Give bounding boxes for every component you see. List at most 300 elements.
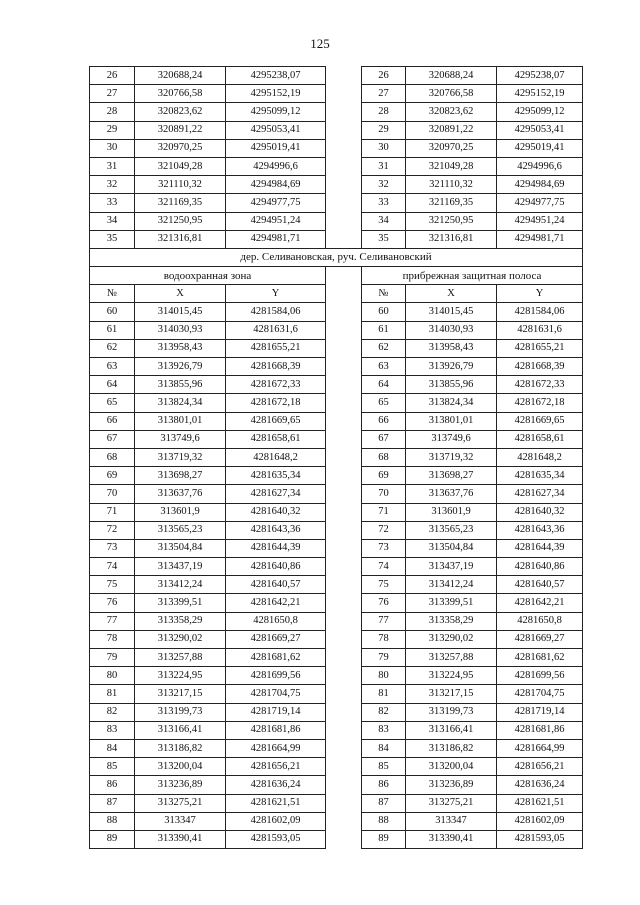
right-coord-y: 4281664,99 xyxy=(497,739,583,757)
column-header-row xyxy=(90,285,583,303)
left-point-number: 60 xyxy=(90,303,135,321)
left-point-number: 32 xyxy=(90,176,135,194)
section-title-row xyxy=(90,248,583,266)
left-coord-x: 313437,19 xyxy=(135,558,226,576)
table-row xyxy=(90,703,583,721)
left-point-number: 73 xyxy=(90,539,135,557)
left-coord-y: 4281642,21 xyxy=(226,594,326,612)
table-row xyxy=(90,303,583,321)
left-point-number: 63 xyxy=(90,358,135,376)
column-gap xyxy=(326,176,362,194)
right-point-number: 31 xyxy=(362,157,406,175)
table-row xyxy=(90,521,583,539)
right-coord-x: 313926,79 xyxy=(406,358,497,376)
column-gap xyxy=(326,794,362,812)
right-point-number: 67 xyxy=(362,430,406,448)
right-point-number: 61 xyxy=(362,321,406,339)
right-coord-y: 4281648,2 xyxy=(497,448,583,466)
column-gap xyxy=(326,739,362,757)
left-coord-x: 313698,27 xyxy=(135,467,226,485)
column-gap xyxy=(326,121,362,139)
right-coord-x: 313749,6 xyxy=(406,430,497,448)
table-row xyxy=(90,339,583,357)
table-row xyxy=(90,412,583,430)
right-coord-x: 313637,76 xyxy=(406,485,497,503)
right-coord-x: 313358,29 xyxy=(406,612,497,630)
column-gap xyxy=(326,448,362,466)
column-gap xyxy=(326,212,362,230)
column-gap xyxy=(326,558,362,576)
left-coord-y: 4281640,86 xyxy=(226,558,326,576)
left-point-number: 66 xyxy=(90,412,135,430)
right-coord-y: 4281668,39 xyxy=(497,358,583,376)
right-coord-y: 4294951,24 xyxy=(497,212,583,230)
right-coord-x: 313958,43 xyxy=(406,339,497,357)
right-coord-x: 320766,58 xyxy=(406,85,497,103)
zone-title-row xyxy=(90,267,583,285)
left-coord-x: 313958,43 xyxy=(135,339,226,357)
left-coord-y: 4281655,21 xyxy=(226,339,326,357)
left-point-number: 71 xyxy=(90,503,135,521)
right-coord-x: 313801,01 xyxy=(406,412,497,430)
right-point-number: 78 xyxy=(362,630,406,648)
left-coord-x: 314030,93 xyxy=(135,321,226,339)
left-coord-x: 313224,95 xyxy=(135,667,226,685)
right-point-number: 64 xyxy=(362,376,406,394)
right-coord-y: 4294984,69 xyxy=(497,176,583,194)
table-row xyxy=(90,812,583,830)
left-point-number: 86 xyxy=(90,776,135,794)
right-point-number: 89 xyxy=(362,830,406,848)
right-point-number: 69 xyxy=(362,467,406,485)
left-point-number: 85 xyxy=(90,758,135,776)
right-coord-x: 313290,02 xyxy=(406,630,497,648)
left-coord-x: 320766,58 xyxy=(135,85,226,103)
left-coord-y: 4281719,14 xyxy=(226,703,326,721)
right-point-number: 82 xyxy=(362,703,406,721)
coordinates-table xyxy=(89,66,583,849)
right-coord-x: 320823,62 xyxy=(406,103,497,121)
column-gap xyxy=(326,776,362,794)
left-coord-x: 321316,81 xyxy=(135,230,226,248)
left-coord-y: 4294984,69 xyxy=(226,176,326,194)
left-point-number: 87 xyxy=(90,794,135,812)
table-row xyxy=(90,758,583,776)
left-coord-y: 4295152,19 xyxy=(226,85,326,103)
left-coord-y: 4281699,56 xyxy=(226,667,326,685)
right-coord-x: 321316,81 xyxy=(406,230,497,248)
table-row xyxy=(90,67,583,85)
left-coord-x: 313390,41 xyxy=(135,830,226,848)
right-coord-y: 4281658,61 xyxy=(497,430,583,448)
right-point-number: 63 xyxy=(362,358,406,376)
right-coord-y: 4281672,18 xyxy=(497,394,583,412)
left-coord-x: 313637,76 xyxy=(135,485,226,503)
right-coord-x: 321110,32 xyxy=(406,176,497,194)
left-coord-x: 313199,73 xyxy=(135,703,226,721)
table-row xyxy=(90,558,583,576)
column-gap xyxy=(326,758,362,776)
bottom-rows-section xyxy=(90,303,583,849)
left-point-number: 81 xyxy=(90,685,135,703)
table-row xyxy=(90,739,583,757)
right-coord-x: 313855,96 xyxy=(406,376,497,394)
left-coord-y: 4281602,09 xyxy=(226,812,326,830)
right-point-number: 68 xyxy=(362,448,406,466)
right-point-number: 60 xyxy=(362,303,406,321)
left-coord-y: 4281681,62 xyxy=(226,649,326,667)
column-gap xyxy=(326,594,362,612)
right-point-number: 66 xyxy=(362,412,406,430)
left-point-number: 26 xyxy=(90,67,135,85)
column-gap xyxy=(326,521,362,539)
left-point-number: 29 xyxy=(90,121,135,139)
table-row xyxy=(90,685,583,703)
column-gap xyxy=(326,358,362,376)
table-row xyxy=(90,630,583,648)
right-coord-x: 320970,25 xyxy=(406,139,497,157)
header-section xyxy=(90,248,583,303)
column-gap xyxy=(326,85,362,103)
column-gap xyxy=(326,721,362,739)
section-title: дер. Селивановская, руч. Селивановский xyxy=(90,248,583,266)
table-row xyxy=(90,212,583,230)
left-coord-x: 314015,45 xyxy=(135,303,226,321)
left-coord-y: 4294996,6 xyxy=(226,157,326,175)
right-coord-y: 4281642,21 xyxy=(497,594,583,612)
table-row xyxy=(90,448,583,466)
left-point-number: 80 xyxy=(90,667,135,685)
column-gap xyxy=(326,339,362,357)
right-coord-y: 4295019,41 xyxy=(497,139,583,157)
right-coord-y: 4281640,86 xyxy=(497,558,583,576)
right-coord-x: 321169,35 xyxy=(406,194,497,212)
column-gap xyxy=(326,812,362,830)
right-point-number: 71 xyxy=(362,503,406,521)
left-coord-y: 4281650,8 xyxy=(226,612,326,630)
left-coord-x: 313236,89 xyxy=(135,776,226,794)
left-coord-y: 4281640,57 xyxy=(226,576,326,594)
left-coord-y: 4294951,24 xyxy=(226,212,326,230)
column-gap xyxy=(326,103,362,121)
right-point-number: 27 xyxy=(362,85,406,103)
table-row xyxy=(90,376,583,394)
left-coord-y: 4281593,05 xyxy=(226,830,326,848)
right-point-number: 35 xyxy=(362,230,406,248)
right-coord-y: 4281631,6 xyxy=(497,321,583,339)
right-header-y: Y xyxy=(497,285,583,303)
column-gap xyxy=(326,194,362,212)
left-coord-y: 4295053,41 xyxy=(226,121,326,139)
column-gap xyxy=(326,321,362,339)
right-point-number: 30 xyxy=(362,139,406,157)
left-coord-x: 320688,24 xyxy=(135,67,226,85)
left-point-number: 33 xyxy=(90,194,135,212)
table-row xyxy=(90,649,583,667)
table-row xyxy=(90,539,583,557)
column-gap xyxy=(326,394,362,412)
left-header-y: Y xyxy=(226,285,326,303)
right-coord-x: 313166,41 xyxy=(406,721,497,739)
column-gap xyxy=(326,430,362,448)
left-point-number: 62 xyxy=(90,339,135,357)
left-point-number: 72 xyxy=(90,521,135,539)
left-coord-x: 313186,82 xyxy=(135,739,226,757)
column-gap xyxy=(326,412,362,430)
column-gap xyxy=(326,230,362,248)
left-point-number: 77 xyxy=(90,612,135,630)
left-coord-x: 313200,04 xyxy=(135,758,226,776)
right-point-number: 29 xyxy=(362,121,406,139)
right-coord-x: 313347 xyxy=(406,812,497,830)
right-point-number: 77 xyxy=(362,612,406,630)
column-gap xyxy=(326,539,362,557)
left-header-number: № xyxy=(90,285,135,303)
table-row xyxy=(90,121,583,139)
right-coord-y: 4281640,32 xyxy=(497,503,583,521)
left-coord-y: 4281621,51 xyxy=(226,794,326,812)
left-coord-y: 4294977,75 xyxy=(226,194,326,212)
right-coord-x: 320891,22 xyxy=(406,121,497,139)
left-point-number: 75 xyxy=(90,576,135,594)
left-coord-x: 313257,88 xyxy=(135,649,226,667)
left-point-number: 34 xyxy=(90,212,135,230)
right-coord-y: 4281656,21 xyxy=(497,758,583,776)
left-coord-y: 4295099,12 xyxy=(226,103,326,121)
right-header-x: X xyxy=(406,285,497,303)
right-point-number: 26 xyxy=(362,67,406,85)
right-coord-y: 4281644,39 xyxy=(497,539,583,557)
left-header-x: X xyxy=(135,285,226,303)
right-coord-x: 313504,84 xyxy=(406,539,497,557)
column-gap xyxy=(326,703,362,721)
right-coord-y: 4281640,57 xyxy=(497,576,583,594)
right-coord-y: 4295099,12 xyxy=(497,103,583,121)
left-point-number: 83 xyxy=(90,721,135,739)
left-coord-x: 313504,84 xyxy=(135,539,226,557)
left-coord-x: 313855,96 xyxy=(135,376,226,394)
left-coord-x: 313275,21 xyxy=(135,794,226,812)
right-point-number: 87 xyxy=(362,794,406,812)
right-coord-y: 4281593,05 xyxy=(497,830,583,848)
left-coord-y: 4281648,2 xyxy=(226,448,326,466)
left-point-number: 68 xyxy=(90,448,135,466)
right-point-number: 88 xyxy=(362,812,406,830)
left-coord-x: 313347 xyxy=(135,812,226,830)
right-coord-x: 313275,21 xyxy=(406,794,497,812)
left-coord-x: 313801,01 xyxy=(135,412,226,430)
left-coord-y: 4281672,18 xyxy=(226,394,326,412)
right-coord-y: 4281602,09 xyxy=(497,812,583,830)
column-gap xyxy=(326,667,362,685)
column-gap xyxy=(326,267,362,285)
table-row xyxy=(90,194,583,212)
right-point-number: 85 xyxy=(362,758,406,776)
left-coord-x: 313565,23 xyxy=(135,521,226,539)
right-coord-y: 4294996,6 xyxy=(497,157,583,175)
table-row xyxy=(90,576,583,594)
left-coord-x: 321250,95 xyxy=(135,212,226,230)
right-point-number: 32 xyxy=(362,176,406,194)
right-coord-y: 4281584,06 xyxy=(497,303,583,321)
right-point-number: 73 xyxy=(362,539,406,557)
right-coord-x: 313200,04 xyxy=(406,758,497,776)
left-coord-y: 4281635,34 xyxy=(226,467,326,485)
right-point-number: 81 xyxy=(362,685,406,703)
table-row xyxy=(90,830,583,848)
column-gap xyxy=(326,612,362,630)
left-coord-x: 321049,28 xyxy=(135,157,226,175)
left-coord-y: 4281669,65 xyxy=(226,412,326,430)
left-point-number: 69 xyxy=(90,467,135,485)
right-coord-y: 4295053,41 xyxy=(497,121,583,139)
table-row xyxy=(90,467,583,485)
column-gap xyxy=(326,503,362,521)
right-coord-x: 313719,32 xyxy=(406,448,497,466)
right-coord-y: 4281636,24 xyxy=(497,776,583,794)
right-coord-y: 4295238,07 xyxy=(497,67,583,85)
column-gap xyxy=(326,139,362,157)
right-coord-y: 4281672,33 xyxy=(497,376,583,394)
left-point-number: 35 xyxy=(90,230,135,248)
left-point-number: 76 xyxy=(90,594,135,612)
right-point-number: 80 xyxy=(362,667,406,685)
left-coord-y: 4281636,24 xyxy=(226,776,326,794)
left-coord-x: 313358,29 xyxy=(135,612,226,630)
table-row xyxy=(90,157,583,175)
left-coord-y: 4281643,36 xyxy=(226,521,326,539)
left-point-number: 67 xyxy=(90,430,135,448)
right-coord-y: 4281669,27 xyxy=(497,630,583,648)
left-point-number: 31 xyxy=(90,157,135,175)
right-point-number: 74 xyxy=(362,558,406,576)
right-coord-y: 4281655,21 xyxy=(497,339,583,357)
left-zone-title: водоохранная зона xyxy=(90,267,326,285)
right-coord-y: 4281621,51 xyxy=(497,794,583,812)
column-gap xyxy=(326,630,362,648)
right-coord-x: 314015,45 xyxy=(406,303,497,321)
left-point-number: 27 xyxy=(90,85,135,103)
right-coord-y: 4281669,65 xyxy=(497,412,583,430)
left-coord-x: 321169,35 xyxy=(135,194,226,212)
right-coord-y: 4281627,34 xyxy=(497,485,583,503)
right-coord-y: 4281719,14 xyxy=(497,703,583,721)
table-row xyxy=(90,721,583,739)
right-coord-y: 4281643,36 xyxy=(497,521,583,539)
right-coord-y: 4295152,19 xyxy=(497,85,583,103)
right-coord-x: 313199,73 xyxy=(406,703,497,721)
left-coord-y: 4281656,21 xyxy=(226,758,326,776)
left-coord-y: 4281658,61 xyxy=(226,430,326,448)
right-coord-x: 313565,23 xyxy=(406,521,497,539)
column-gap xyxy=(326,649,362,667)
left-point-number: 79 xyxy=(90,649,135,667)
left-coord-x: 313399,51 xyxy=(135,594,226,612)
right-coord-y: 4294981,71 xyxy=(497,230,583,248)
left-coord-y: 4281672,33 xyxy=(226,376,326,394)
right-coord-y: 4281699,56 xyxy=(497,667,583,685)
left-coord-y: 4281669,27 xyxy=(226,630,326,648)
left-coord-y: 4281664,99 xyxy=(226,739,326,757)
left-coord-y: 4281704,75 xyxy=(226,685,326,703)
right-coord-x: 313412,24 xyxy=(406,576,497,594)
table-row xyxy=(90,794,583,812)
left-point-number: 88 xyxy=(90,812,135,830)
right-coord-y: 4281650,8 xyxy=(497,612,583,630)
left-coord-y: 4281668,39 xyxy=(226,358,326,376)
table-row xyxy=(90,358,583,376)
left-coord-x: 320891,22 xyxy=(135,121,226,139)
left-point-number: 61 xyxy=(90,321,135,339)
column-gap xyxy=(326,576,362,594)
left-coord-y: 4281631,6 xyxy=(226,321,326,339)
column-gap xyxy=(326,376,362,394)
column-gap xyxy=(326,467,362,485)
left-coord-x: 313217,15 xyxy=(135,685,226,703)
right-point-number: 34 xyxy=(362,212,406,230)
right-coord-x: 313698,27 xyxy=(406,467,497,485)
column-gap xyxy=(326,303,362,321)
right-point-number: 70 xyxy=(362,485,406,503)
right-point-number: 72 xyxy=(362,521,406,539)
right-coord-x: 320688,24 xyxy=(406,67,497,85)
left-coord-y: 4294981,71 xyxy=(226,230,326,248)
right-coord-y: 4281681,62 xyxy=(497,649,583,667)
table-row xyxy=(90,139,583,157)
left-point-number: 84 xyxy=(90,739,135,757)
right-point-number: 84 xyxy=(362,739,406,757)
right-point-number: 33 xyxy=(362,194,406,212)
right-coord-x: 313224,95 xyxy=(406,667,497,685)
left-coord-y: 4281644,39 xyxy=(226,539,326,557)
right-point-number: 86 xyxy=(362,776,406,794)
left-point-number: 89 xyxy=(90,830,135,848)
left-coord-y: 4281681,86 xyxy=(226,721,326,739)
left-coord-x: 320970,25 xyxy=(135,139,226,157)
left-coord-y: 4281627,34 xyxy=(226,485,326,503)
left-coord-y: 4281640,32 xyxy=(226,503,326,521)
right-coord-x: 313186,82 xyxy=(406,739,497,757)
column-gap xyxy=(326,67,362,85)
table-row xyxy=(90,85,583,103)
table-row xyxy=(90,612,583,630)
right-coord-x: 313217,15 xyxy=(406,685,497,703)
table-row xyxy=(90,776,583,794)
left-coord-x: 313412,24 xyxy=(135,576,226,594)
left-point-number: 28 xyxy=(90,103,135,121)
table-row xyxy=(90,321,583,339)
left-coord-y: 4295019,41 xyxy=(226,139,326,157)
page-number: 125 xyxy=(310,36,330,51)
left-coord-y: 4281584,06 xyxy=(226,303,326,321)
right-point-number: 28 xyxy=(362,103,406,121)
right-coord-y: 4281681,86 xyxy=(497,721,583,739)
table-row xyxy=(90,176,583,194)
right-coord-x: 313399,51 xyxy=(406,594,497,612)
left-coord-x: 313719,32 xyxy=(135,448,226,466)
right-coord-x: 313601,9 xyxy=(406,503,497,521)
table-row xyxy=(90,230,583,248)
table-row xyxy=(90,594,583,612)
right-point-number: 83 xyxy=(362,721,406,739)
right-coord-y: 4294977,75 xyxy=(497,194,583,212)
left-coord-y: 4295238,07 xyxy=(226,67,326,85)
right-coord-x: 313437,19 xyxy=(406,558,497,576)
right-point-number: 75 xyxy=(362,576,406,594)
left-coord-x: 313601,9 xyxy=(135,503,226,521)
left-point-number: 70 xyxy=(90,485,135,503)
left-coord-x: 320823,62 xyxy=(135,103,226,121)
